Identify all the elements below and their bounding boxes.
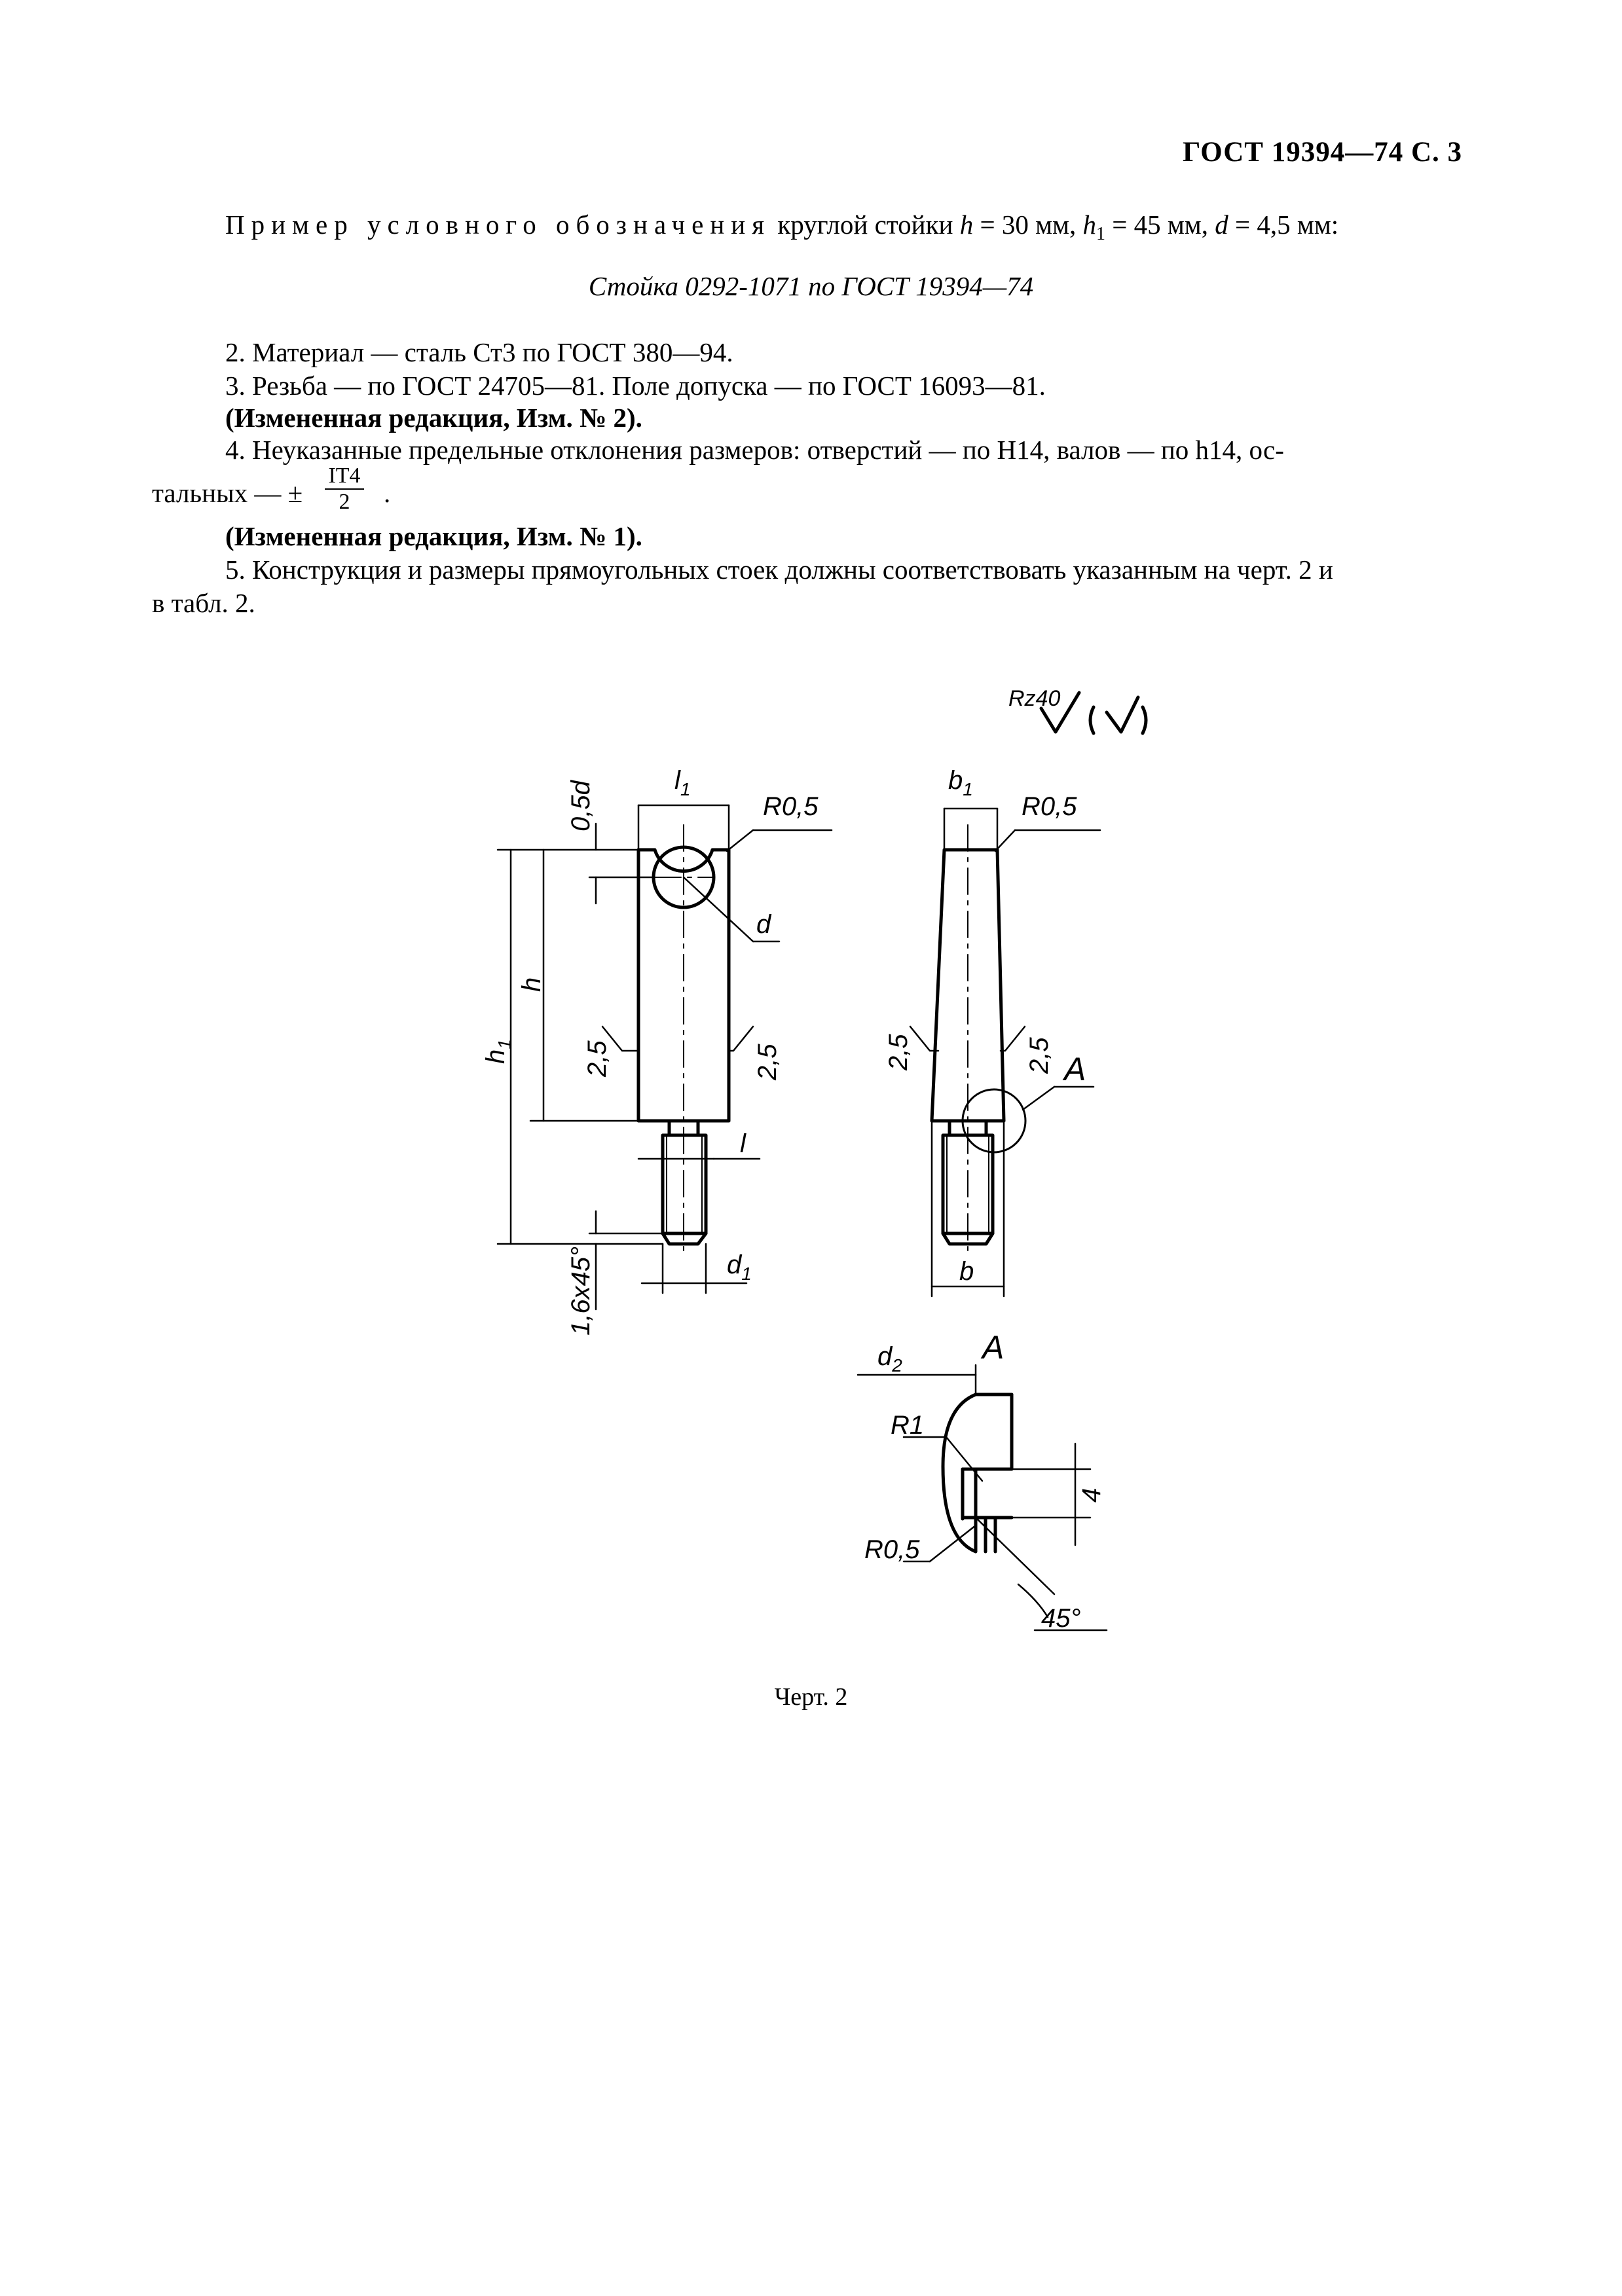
detail-a-dimensions <box>858 1365 1107 1630</box>
paragraph-4-line-2-prefix: тальных — ± <box>152 478 303 508</box>
paragraph-3: 3. Резьба — по ГОСТ 24705—81. Поле допуска — по ГОСТ 16093—81. <box>225 371 1046 401</box>
label-d2-sub: 2 <box>892 1355 902 1376</box>
label-r05-front: R0,5 <box>763 792 819 821</box>
label-b: b <box>959 1257 974 1286</box>
detail-a <box>943 1394 1012 1552</box>
fraction-denominator: 2 <box>339 490 350 514</box>
revision-note-2: (Измененная редакция, Изм. № 2). <box>225 403 642 433</box>
figure-caption: Черт. 2 <box>774 1683 848 1711</box>
label-d: d <box>756 910 771 939</box>
label-r1: R1 <box>891 1411 925 1440</box>
paragraph-5-line-1: 5. Конструкция и размеры прямоугольных стоек должны соответствовать указанным на черт. 2 и <box>225 555 1333 585</box>
label-detail-a-callout: A <box>1064 1051 1086 1087</box>
label-h: h <box>517 977 546 992</box>
paragraph-2: 2. Материал — сталь Ст3 по ГОСТ 380—94. <box>225 337 733 367</box>
label-roughness-2-5-side-left: 2,5 <box>884 1034 913 1070</box>
label-chamfer: 1,6x45° <box>566 1246 595 1336</box>
side-view-body <box>932 850 1025 1244</box>
label-dimension-4: 4 <box>1077 1487 1106 1503</box>
label-h1-main: h <box>481 1049 510 1064</box>
label-d1-main: d <box>727 1250 742 1279</box>
label-l1-main: l <box>674 766 680 795</box>
label-h1-sub: 1 <box>494 1039 515 1049</box>
h-value: = 30 мм, <box>973 210 1083 240</box>
paragraph-5-line-2: в табл. 2. <box>152 588 255 618</box>
label-d2-main: d <box>877 1342 893 1371</box>
label-b1-main: b <box>948 766 963 795</box>
label-half-d: 0,5d <box>566 780 595 831</box>
label-roughness-2-5-left: 2,5 <box>583 1040 612 1077</box>
d-value: = 4,5 мм: <box>1228 210 1339 240</box>
example-spaced-prefix: Пример условного обозначения <box>225 210 771 240</box>
label-d1-sub: 1 <box>741 1264 752 1284</box>
label-l: l <box>740 1129 746 1158</box>
d-symbol: d <box>1215 210 1228 240</box>
paragraph-4-line-1: 4. Неуказанные предельные отклонения размеров: отверстий — по H14, валов — по h14, ос- <box>225 435 1284 465</box>
h1-value: = 45 мм, <box>1105 210 1215 240</box>
label-h1 <box>481 1039 515 1064</box>
label-d2 <box>877 1342 902 1376</box>
label-detail-a-title: A <box>982 1329 1005 1366</box>
fraction-numerator: IT4 <box>325 464 364 490</box>
label-l1 <box>674 766 690 799</box>
label-r05-detail: R0,5 <box>864 1535 920 1564</box>
label-b1-sub: 1 <box>963 779 973 799</box>
roughness-label: Rz40 <box>1008 686 1061 711</box>
label-roughness-2-5-right: 2,5 <box>753 1044 782 1080</box>
label-roughness-2-5-side-right: 2,5 <box>1025 1037 1054 1074</box>
h-symbol: h <box>959 210 974 240</box>
h1-subscript: 1 <box>1096 224 1105 245</box>
example-text: круглой стойки <box>771 210 960 240</box>
designation-example: Стойка 0292-1071 по ГОСТ 19394—74 <box>588 271 1034 301</box>
label-l1-sub: 1 <box>680 779 691 799</box>
label-angle-45: 45° <box>1041 1604 1081 1633</box>
label-d1 <box>727 1250 752 1284</box>
label-b1 <box>948 766 973 799</box>
page-header: ГОСТ 19394—74 С. 3 <box>1182 137 1462 168</box>
revision-note-1: (Измененная редакция, Изм. № 1). <box>225 521 642 551</box>
label-r05-side: R0,5 <box>1022 792 1077 821</box>
paragraph-4-line-2-suffix: . <box>384 478 391 508</box>
h1-symbol: h <box>1082 210 1096 240</box>
